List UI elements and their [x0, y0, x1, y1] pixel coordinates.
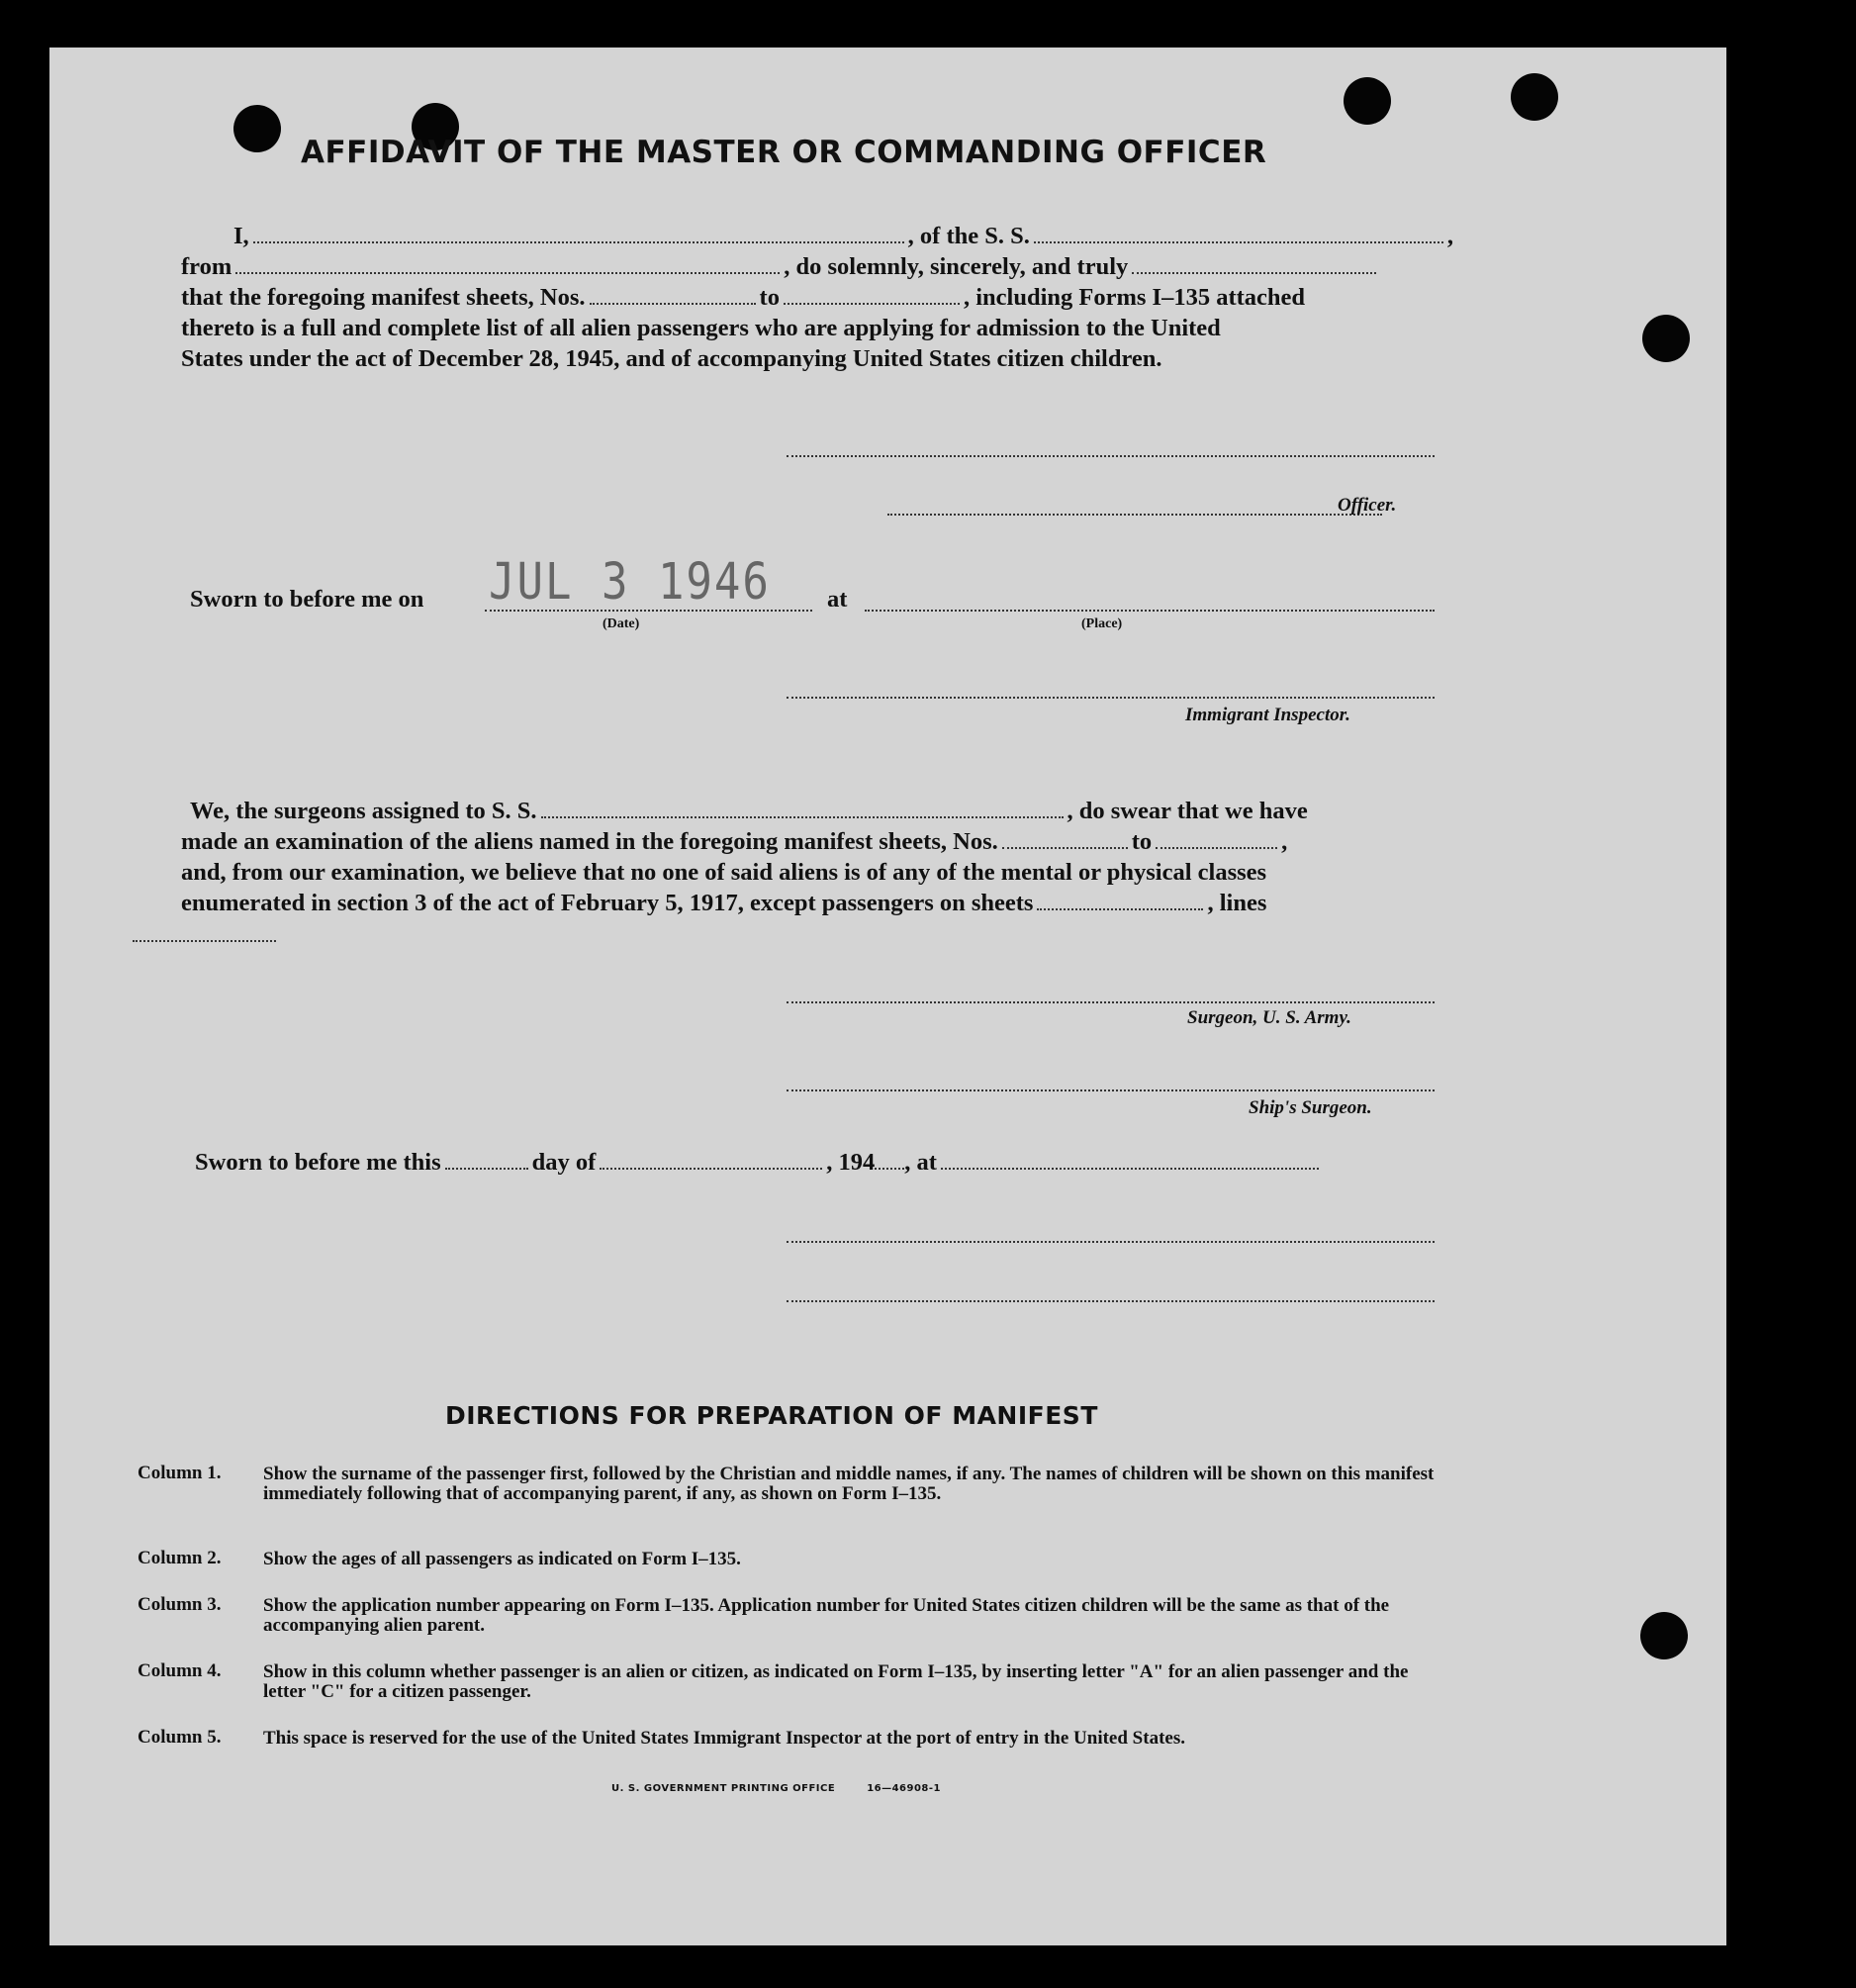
i-label: I,	[233, 223, 249, 249]
sworn-month-field[interactable]	[600, 1168, 822, 1170]
ship-name-field[interactable]	[1034, 241, 1443, 243]
date-stamp: JUL 3 1946	[489, 553, 771, 612]
inspector-signature-line[interactable]	[787, 697, 1435, 699]
direction-label: Column 1.	[138, 1463, 222, 1483]
except-lines-field[interactable]	[133, 940, 276, 942]
printer-imprint: U. S. GOVERNMENT PRINTING OFFICE 16—46908-1	[611, 1783, 942, 1794]
form-page	[49, 47, 1726, 1945]
direction-label: Column 3.	[138, 1594, 222, 1615]
oath-field[interactable]	[1132, 272, 1376, 274]
punch-hole	[1511, 73, 1558, 121]
master-name-field[interactable]	[253, 241, 904, 243]
solemn-label: , do solemnly, sincerely, and truly	[784, 253, 1129, 280]
surgeons-line-1: We, the surgeons assigned to S. S. , do swear that we have	[190, 798, 1308, 824]
from-label: from	[181, 253, 232, 280]
surgeons-line-2: made an examination of the aliens named in the foregoing manifest sheets, Nos. to ,	[181, 828, 1288, 855]
surgeons-line-4: enumerated in section 3 of the act of February 5, 1917, except passengers on sheets , lines	[181, 890, 1267, 916]
army-surgeon-signature-line[interactable]	[787, 1001, 1435, 1003]
sworn-line-1: Sworn to before me on	[190, 586, 424, 613]
officer-caption: Officer.	[1338, 495, 1397, 516]
direction-label: Column 5.	[138, 1727, 222, 1748]
exam-sheet-to-field[interactable]	[1156, 847, 1277, 849]
direction-label: Column 2.	[138, 1548, 222, 1568]
sworn-signature-line-2[interactable]	[787, 1300, 1435, 1302]
inspector-caption: Immigrant Inspector.	[1185, 705, 1350, 725]
surgeons-line-3: and, from our examination, we believe that no one of said aliens is of any of the mental or physical classes	[181, 859, 1267, 886]
place-label: (Place)	[1081, 616, 1123, 631]
affidavit-line-3: that the foregoing manifest sheets, Nos. to , including Forms I–135 attached	[181, 284, 1306, 311]
sworn-year-field[interactable]	[875, 1168, 904, 1170]
sworn-line-2: Sworn to before me this day of , 194 , at	[195, 1149, 1323, 1177]
sworn-place-field[interactable]	[865, 610, 1435, 612]
sworn-day-field[interactable]	[445, 1168, 528, 1170]
punch-hole	[1344, 77, 1391, 125]
exam-sheet-from-field[interactable]	[1002, 847, 1128, 849]
army-surgeon-caption: Surgeon, U. S. Army.	[1187, 1007, 1351, 1028]
direction-text: This space is reserved for the use of the United States Immigrant Inspector at the port of entry in the United States.	[263, 1728, 1185, 1749]
punch-hole	[233, 105, 281, 152]
surgeon-ship-field[interactable]	[541, 816, 1064, 818]
sworn-signature-line-1[interactable]	[787, 1241, 1435, 1243]
officer-signature-line[interactable]	[787, 455, 1435, 457]
direction-label: Column 4.	[138, 1660, 222, 1681]
affidavit-title: AFFIDAVIT OF THE MASTER OR COMMANDING OFFICER	[301, 135, 1267, 170]
punch-hole	[1642, 315, 1690, 362]
directions-title: DIRECTIONS FOR PREPARATION OF MANIFEST	[445, 1401, 1098, 1430]
ship-surgeon-signature-line[interactable]	[787, 1089, 1435, 1091]
punch-hole	[1640, 1612, 1688, 1659]
direction-text: Show the ages of all passengers as indicated on Form I–135.	[263, 1549, 741, 1569]
sheet-to-field[interactable]	[784, 303, 960, 305]
at-label: at	[827, 586, 848, 613]
affidavit-line-1: I, , of the S. S. ,	[233, 223, 1453, 249]
ship-surgeon-caption: Ship's Surgeon.	[1249, 1097, 1372, 1118]
except-sheets-field[interactable]	[1037, 908, 1203, 910]
direction-text: Show the surname of the passenger first, followed by the Christian and middle names, if any. The names of children will be shown on this manifest immediately following that of accompanying parent, if any, as shown on Form I–135.	[263, 1464, 1435, 1504]
sheet-from-field[interactable]	[590, 303, 756, 305]
affidavit-line-2	[181, 253, 1380, 281]
date-label: (Date)	[603, 616, 640, 631]
affidavit-line-4: thereto is a full and complete list of all alien passengers who are applying for admission to the United	[181, 315, 1221, 341]
officer-title-line[interactable]	[887, 514, 1382, 516]
direction-text: Show the application number appearing on Form I–135. Application number for United States citizen children will be the same as that of the accompanying alien parent.	[263, 1595, 1390, 1636]
of-ss-label: , of the S. S.	[907, 223, 1030, 249]
sworn-place-2-field[interactable]	[941, 1168, 1319, 1170]
affidavit-line-5: States under the act of December 28, 1945, and of accompanying United States citizen children.	[181, 345, 1162, 372]
from-port-field[interactable]	[235, 272, 780, 274]
direction-text: Show in this column whether passenger is an alien or citizen, as indicated on Form I–135, by inserting letter "A" for an alien passenger and the letter "C" for a citizen passenger.	[263, 1661, 1409, 1702]
